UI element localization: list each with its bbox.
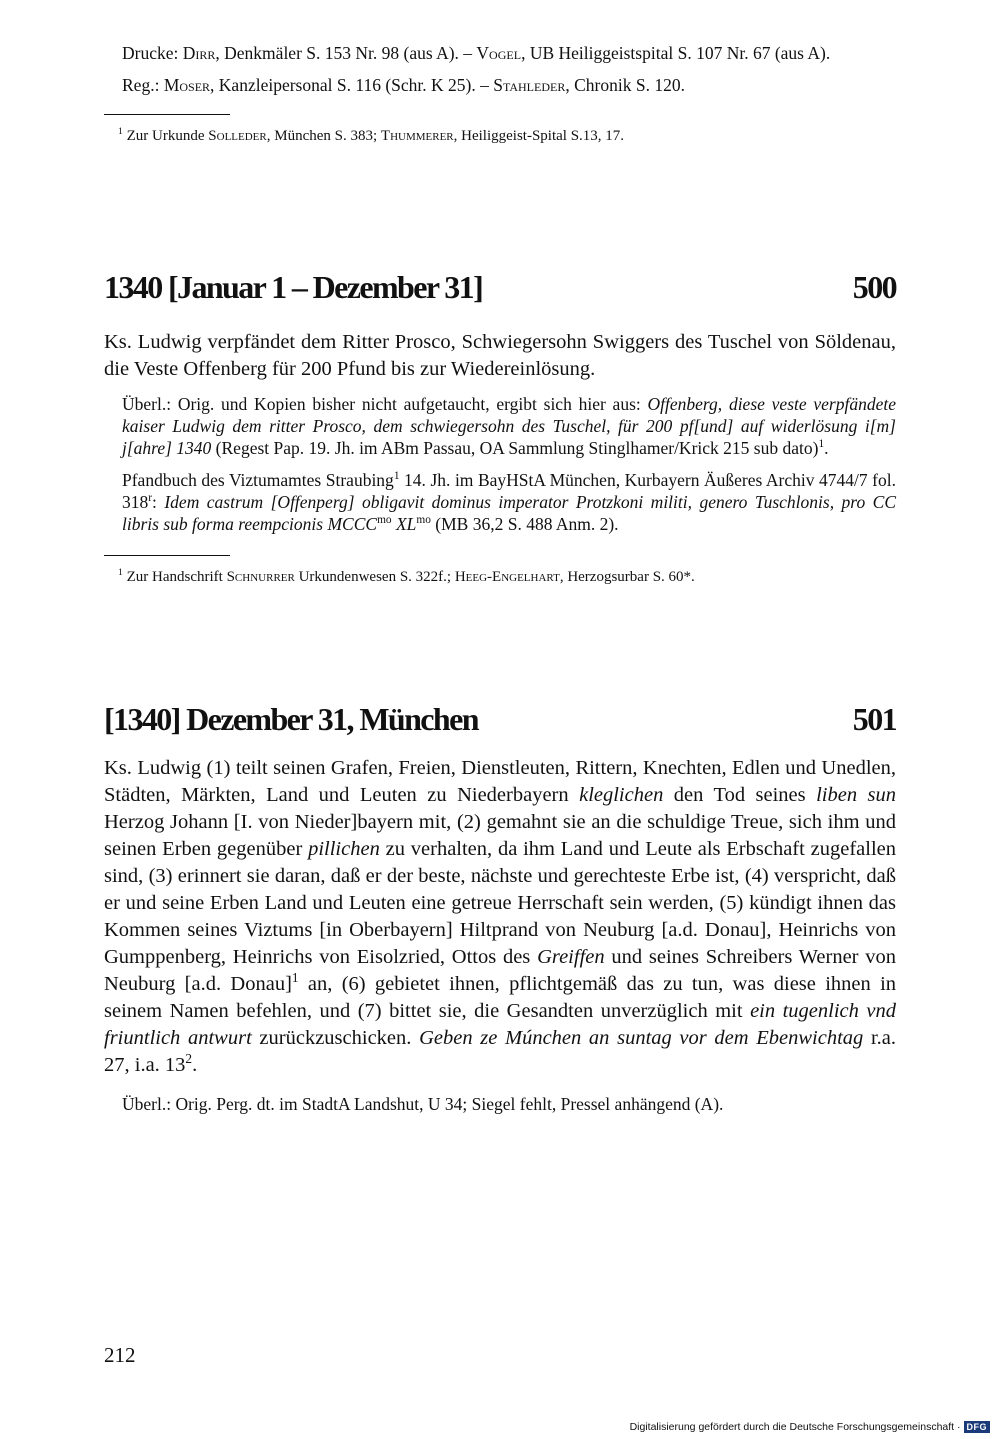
pfand-text: : xyxy=(152,492,165,512)
reference-text: , Kanzleipersonal S. 116 (Schr. K 25). – xyxy=(210,75,494,95)
footnote-text: , Herzogsurbar S. 60*. xyxy=(559,569,695,585)
pfandbuch-paragraph xyxy=(104,469,896,535)
footnote-mark: 2 xyxy=(185,1051,193,1067)
quote-text: Idem castrum [Offenperg] obligavit dominus imperator Protzkoni militi, genero Tuschlonis, pro CC libris sub forma reempcionis MCCC xyxy=(122,492,896,534)
reg-label: Reg.: xyxy=(122,75,164,95)
uberlieferung-paragraph: Überl.: Orig. Perg. dt. im StadtA Landshut, U 34; Siegel fehlt, Pressel anhängend (A). xyxy=(122,1094,724,1114)
footnote-mark: 1 xyxy=(393,470,400,483)
quote-text: Greiffen xyxy=(537,946,605,968)
author-name: Stahleder xyxy=(493,75,566,95)
summary-text: Ks. Ludwig (1) teilt seinen Grafen, Freien, Dienstleuten, Rittern, Knechten, Edlen und Unedlen, Städten, Märkten, Land und Leuten zu Niederbayern xyxy=(104,757,896,806)
uberlieferung-paragraph xyxy=(104,393,896,459)
entry-date: [1340] Dezember 31, München xyxy=(104,701,478,737)
summary-text: . xyxy=(192,1054,198,1076)
credit-text: Digitalisierung gefördert durch die Deutsche Forschungsgemeinschaft · xyxy=(629,1421,961,1433)
footnote xyxy=(104,127,896,146)
dfg-logo: DFG xyxy=(964,1421,991,1433)
ordinal-mark: mo xyxy=(416,514,431,527)
entry-number: 501 xyxy=(852,701,896,737)
footnote-mark: 1 xyxy=(818,438,825,451)
footnote-text: Zur Urkunde xyxy=(122,128,209,144)
quote-text: liben sun xyxy=(816,784,897,806)
drucke-label: Drucke: xyxy=(122,43,183,63)
reference-text: , UB Heiliggeistspital S. 107 Nr. 67 (aus A). xyxy=(521,43,831,63)
drucke-paragraph xyxy=(104,42,896,64)
quote-text: Geben ze Múnchen an suntag vor dem Ebenwichtag xyxy=(419,1027,864,1049)
entry-number: 500 xyxy=(852,269,896,305)
summary-text: r.a. 27, i.a. 13 xyxy=(104,1027,897,1076)
footnote-divider xyxy=(104,555,230,556)
entry-heading xyxy=(104,701,896,737)
entry-summary: Ks. Ludwig verpfändet dem Ritter Prosco, Schwiegersohn Swiggers des Tuschel von Söldenau, die Veste Offenberg für 200 Pfund bis zur Wiedereinlösung. xyxy=(104,331,896,380)
digitization-credit xyxy=(630,1421,990,1433)
pfand-text: 14. Jh. im BayHStA München, Kurbayern Äußeres Archiv 4744/7 fol. 318 xyxy=(122,470,897,512)
summary-text: und seines Schreibers Werner von Neuburg [a.d. Donau] xyxy=(104,946,897,995)
quote-text: Offenberg, diese veste verpfändete kaiser Ludwig dem ritter Prosco, dem schwiegersohn des Tuschel, für 200 pf[und] auf widerlösung i[m] j[ahre] 1340 xyxy=(122,394,896,458)
summary-text: an, (6) gebietet ihnen, pflichtgemäß das zu tun, was diese ihnen in seinem Namen befehlen, und (7) bittet sie, die Gesandten unverzüglich mit xyxy=(104,973,897,1022)
footnote-text: , Heiliggeist-Spital S.13, 17. xyxy=(453,128,625,144)
summary-text: den Tod seines xyxy=(663,784,817,806)
quote-text: XL xyxy=(391,514,417,534)
summary-text: zu verhalten, da ihm Land und Leute als Erbschaft zugefallen sind, (3) erinnert sie daran, daß er der beste, nächste und gerechteste Erbe ist, (4) verspricht, daß er und seine Erben Land und Leuten eine getreue Herrschaft sein werden, (5) kündigt ihnen das Kommen seines Viztums [in Oberbayern] Hiltprand von Neuburg [a.d. Donau], Heinrichs von Gumppenberg, Heinrichs von Eisolzried, Ottos des xyxy=(104,838,896,968)
uberl-text: Überl.: Orig. und Kopien bisher nicht aufgetaucht, ergibt sich hier aus: xyxy=(122,394,648,414)
author-name: Solleder xyxy=(208,128,267,144)
folio-mark: r xyxy=(148,492,153,505)
author-name: Moser xyxy=(163,75,211,95)
footnote-text: Urkundenwesen S. 322f.; xyxy=(294,569,455,585)
reference-text: , Denkmäler S. 153 Nr. 98 (aus A). – xyxy=(215,43,477,63)
footnote xyxy=(104,568,896,587)
footnote-divider xyxy=(104,114,230,115)
footnote-text: , München S. 383; xyxy=(266,128,381,144)
author-name: Thummerer xyxy=(380,128,454,144)
author-name: Vogel xyxy=(476,43,522,63)
summary-text: zurückzuschicken. xyxy=(251,1027,420,1049)
author-name: Schnurrer xyxy=(226,569,295,585)
ordinal-mark: mo xyxy=(377,514,392,527)
reg-paragraph xyxy=(104,74,896,96)
uberl-text: (Regest Pap. 19. Jh. im ABm Passau, OA Sammlung Stinglhamer/Krick 215 sub dato) xyxy=(211,438,819,458)
footnote-mark: 1 xyxy=(291,970,299,986)
quote-text: kleglichen xyxy=(579,784,664,806)
footnote-mark: 1 xyxy=(118,567,123,578)
quote-text: ein tugenlich vnd friuntlich antwurt xyxy=(104,1000,896,1049)
footnote-mark: 1 xyxy=(118,126,123,137)
entry-summary xyxy=(104,755,896,1079)
reference-text: , Chronik S. 120. xyxy=(565,75,685,95)
entry-heading xyxy=(104,269,896,305)
author-name: Heeg-Engelhart xyxy=(454,569,560,585)
uberl-text: . xyxy=(824,438,829,458)
entry-date: 1340 [Januar 1 – Dezember 31] xyxy=(104,269,483,305)
author-name: Dirr xyxy=(182,43,216,63)
pfand-text: Pfandbuch des Viztumamtes Straubing xyxy=(122,470,394,490)
summary-text: Herzog Johann [I. von Nieder]bayern mit, (2) gemahnt sie an die schuldige Treue, sich ihm und seinen Erben gegenüber xyxy=(104,811,896,860)
footnote-text: Zur Handschrift xyxy=(122,569,227,585)
quote-text: pillichen xyxy=(308,838,380,860)
page-number: 212 xyxy=(104,1343,136,1367)
pfand-text: (MB 36,2 S. 488 Anm. 2). xyxy=(430,514,619,534)
